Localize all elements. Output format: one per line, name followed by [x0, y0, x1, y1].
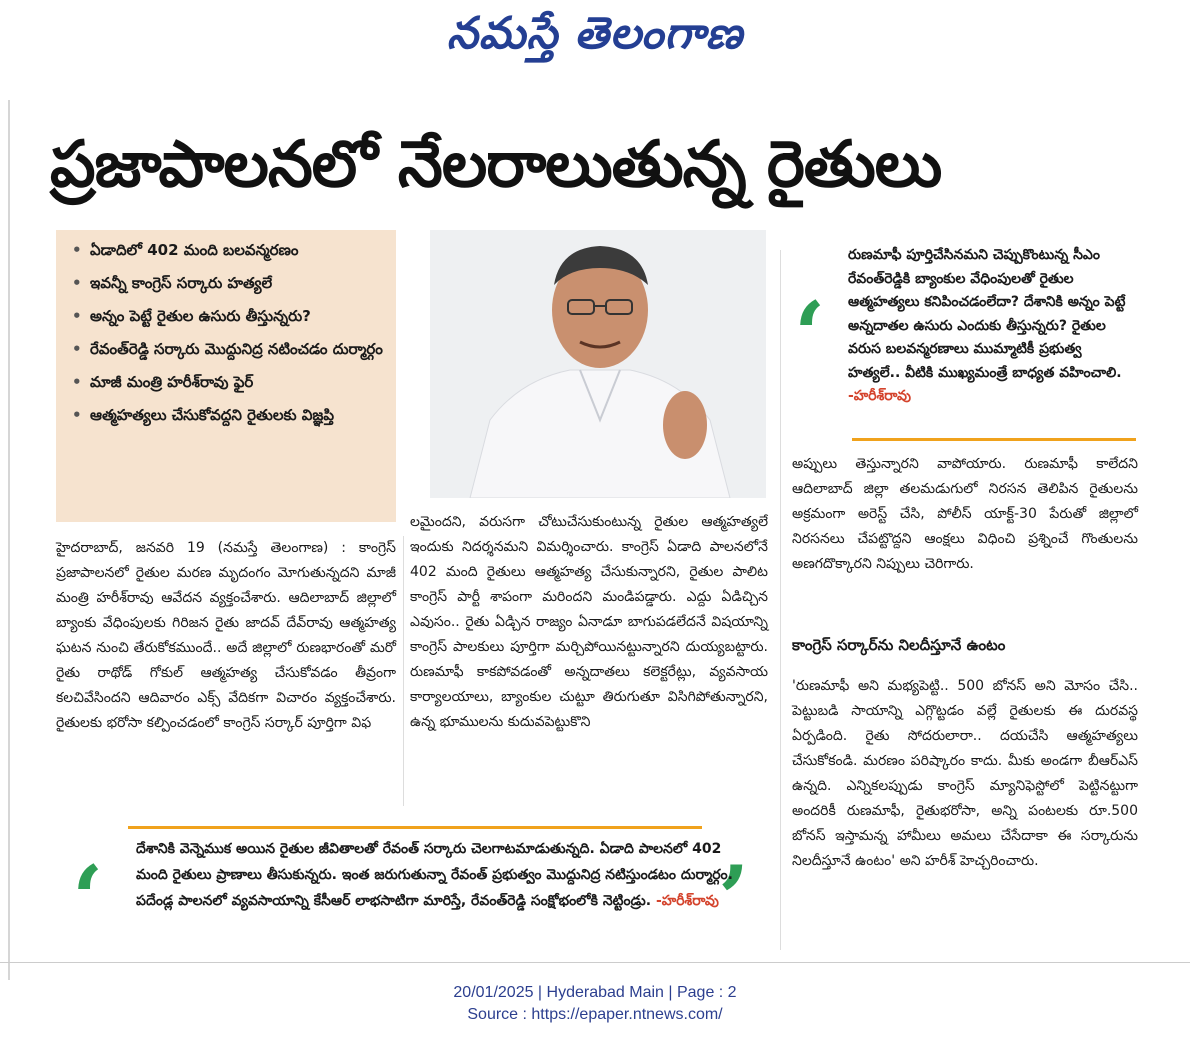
pull-quote-text: రుణమాఫీ పూర్తిచేసినమని చెప్పుకొంటున్న సీఎం రేవంత్‌రెడ్డికి బ్యాంకుల వేధింపులతో రైతుల ఆత్మహత్యలు కనిపించడంలేదా? దేశానికి అన్నం పెట్టే అన్నదాతల ఉసురు ఎందుకు తీస్తున్నరు? రైతుల వరుస బలవన్మరణాలు ముమ్మాటికీ ప్రభుత్వ హత్యలే.. వీటికి ముఖ్యమంత్రే బాధ్యత వహించాలి. — [848, 247, 1126, 381]
article-column-1: హైదరాబాద్, జనవరి 19 (నమస్తే తెలంగాణ) : కాంగ్రెస్ ప్రజాపాలనలో రైతుల మరణ మృదంగం మోగుతున్నదని మాజీ మంత్రి హరీశ్‌రావు ఆవేదన వ్యక్తంచేశారు. ఆదిలాబాద్ జిల్లాలో బ్యాంకు వేధింపులకు గిరిజన రైతు జాదవ్ దేవ్‌రావు ఆత్మహత్య ఘటన నుంచి తేరుకోకముందే.. అదే జిల్లాలో రుణభారంతో మరో రైతు రాథోడ్ గోకుల్ ఆత్మహత్య చేసుకోవడం తీవ్రంగా కలచివేసిందని ఆదివారం ఎక్స్ వేదికగా విచారం వ్యక్తంచేశారు. రైతులకు భరోసా కల్పించడంలో కాంగ్రెస్ సర్కార్ పూర్తిగా విఫ — [56, 540, 396, 731]
footer-source-link[interactable]: Source : https://epaper.ntnews.com/ — [467, 1006, 723, 1023]
column-divider — [403, 536, 404, 806]
pull-quote-top — [794, 238, 1138, 440]
quote-open-icon: ‘ — [72, 846, 104, 952]
portrait-photo — [430, 230, 766, 498]
subheading: కాంగ్రెస్ సర్కార్‌ను నిలదీస్తూనే ఉంటం — [792, 636, 1006, 654]
left-margin-rule — [8, 100, 10, 980]
highlight-item: • అన్నం పెట్టే రైతుల ఉసురు తీస్తున్నరు? — [72, 307, 311, 325]
pull-quote-bottom — [72, 834, 762, 954]
highlight-item: • మాజీ మంత్రి హరీశ్‌రావు ఫైర్ — [72, 373, 254, 391]
article-column-3-top: అప్పులు తెస్తున్నారని వాపోయారు. రుణమాఫీ కాలేదని ఆదిలాబాద్ జిల్లా తలమడుగులో నిరసన తెలిపిన రైతులను అక్రమంగా అరెస్ట్ చేసి, పోలీస్ యాక్ట్-30 పేరుతో జిల్లాలో నిరసనలు చేపట్టొద్దని ఆంక్షలు విధించి ప్రశ్నించే గొంతులను అణగదొక్కారని నిప్పులు చెరిగారు. — [792, 456, 1138, 572]
footer — [0, 982, 1190, 1026]
pull-quote-attribution: -హరీశ్‌రావు — [655, 893, 719, 909]
footer-rule — [0, 962, 1190, 963]
column-divider — [780, 250, 781, 950]
highlight-item: • ఏడాదిలో 402 మంది బలవన్మరణం — [72, 241, 299, 259]
pull-quote-text: దేశానికి వెన్నెముక అయిన రైతుల జీవితాలతో రేవంత్ సర్కారు చెలగాటమాడుతున్నది. ఏడాది పాలనలో 402 మంది రైతులు ప్రాణాలు తీసుకున్నరు. ఇంత జరుగుతున్నా రేవంత్ ప్రభుత్వం మొద్దునిద్ర నటిస్తుండటం దుర్మార్గం. పదేండ్ల పాలనలో వ్యవసాయాన్ని కేసీఆర్ లాభసాటిగా మారిస్తే, రేవంత్‌రెడ్డి సంక్షోభంలోకి నెట్టిండ్రు. — [136, 841, 733, 909]
quote-open-icon: ‘ — [794, 282, 826, 388]
quote-close-icon: ’ — [718, 846, 750, 952]
article-column-2: లమైందని, వరుసగా చోటుచేసుకుంటున్న రైతుల ఆత్మహత్యలే ఇందుకు నిదర్శనమని విమర్శించారు. కాంగ్రెస్ ఏడాది పాలనలోనే 402 మంది రైతులు ఆత్మహత్య చేసుకున్నారని, రైతుల పాలిట కాంగ్రెస్ పార్టీ శాపంగా మరిందని మండిపడ్డారు. ఎద్దు ఏడిచ్చిన ఎవుసం.. రైతు ఏడ్చిన రాజ్యం ఏనాడూ బాగుపడలేదనే విషయాన్ని కాంగ్రెస్ పాలకులు పూర్తిగా మర్చిపోయినట్టున్నారని దుయ్యబట్టారు. రుణమాఫీ కాకపోవడంతో అన్నదాతలు కలెక్టరేట్లు, వ్యవసాయ కార్యాలయాలు, బ్యాంకుల చుట్టూ తిరుగుతూ విసిగిపోతున్నారని, ఉన్న భూములను కుదువపెట్టుకొని — [410, 514, 768, 730]
pull-quote-rule — [852, 438, 1136, 441]
article-column-3-bottom: 'రుణమాఫీ అని మభ్యపెట్టి.. 500 బోనస్ అని మోసం చేసి.. పెట్టుబడి సాయాన్ని ఎగ్గొట్టడం వల్లే రైతులకు ఈ దురవస్థ ఏర్పడింది. రైతు సోదరులారా.. దయచేసి ఆత్మహత్యలు చేసుకోకండి. మరణం పరిష్కారం కాదు. మీకు అండగా బీఆర్‌ఎస్ ఉన్నది. ఎన్నికలప్పుడు కాంగ్రెస్ మ్యానిఫెస్టోలో పెట్టినట్టుగా అందరికీ రుణమాఫీ, రైతుభరోసా, అన్ని పంటలకు రూ.500 బోనస్ ఇస్తామన్న హామీలు అమలు చేసేదాకా ఈ సర్కారును నిలదీస్తూనే ఉంటం' అని హరీశ్ హెచ్చరించారు. — [792, 678, 1138, 869]
footer-edition-info: 20/01/2025 | Hyderabad Main | Page : 2 — [453, 984, 737, 1001]
pull-quote-rule — [128, 826, 702, 829]
highlight-item: • ఇవన్నీ కాంగ్రెస్ సర్కారు హత్యలే — [72, 274, 273, 292]
portrait-illustration — [430, 230, 766, 498]
headline: ప్రజాపాలనలో నేలరాలుతున్న రైతులు — [50, 128, 942, 202]
pull-quote-attribution: -హరీశ్‌రావు — [848, 388, 911, 404]
highlight-item: • ఆత్మహత్యలు చేసుకోవద్దని రైతులకు విజ్ఞప్తి — [72, 406, 335, 424]
highlight-item: • రేవంత్‌రెడ్డి సర్కారు మొద్దునిద్ర నటించడం దుర్మార్గం — [72, 340, 383, 358]
masthead-logo: నమస్తే తెలంగాణ — [446, 8, 744, 59]
highlights-box — [56, 230, 396, 522]
